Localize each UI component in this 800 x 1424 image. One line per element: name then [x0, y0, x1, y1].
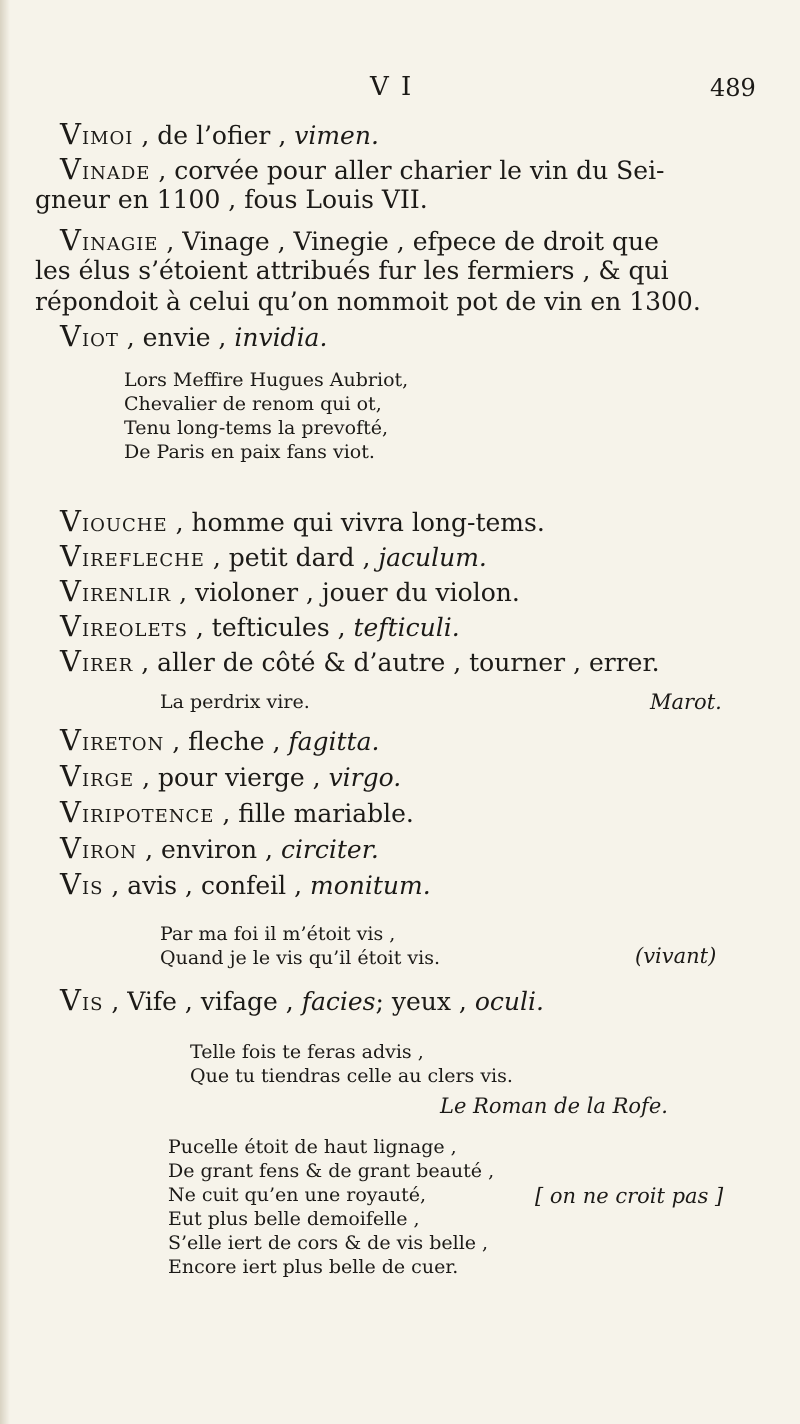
- headword: Viouche: [60, 504, 168, 538]
- latin-gloss: fagitta.: [288, 727, 380, 756]
- entry-virge: [60, 760, 401, 794]
- headword-initial: V: [60, 152, 82, 186]
- definition: , homme qui vivra long-tems.: [175, 508, 545, 537]
- headword: Vinagie: [60, 223, 159, 257]
- latin-gloss: monitum.: [310, 871, 431, 900]
- headword-initial: V: [60, 644, 82, 678]
- entry-vinade: [60, 153, 665, 187]
- definition: , tefticules ,: [195, 613, 346, 642]
- quote-par-ma-foi: [160, 922, 440, 970]
- headword-initial: V: [60, 609, 82, 643]
- editorial-note: [ on ne croit pas ]: [535, 1184, 724, 1208]
- headword: Viripotence: [60, 795, 215, 829]
- latin-gloss: oculi.: [474, 987, 544, 1016]
- headword: Vimoi: [60, 117, 134, 151]
- headword: Vis: [60, 867, 104, 901]
- headword-initial: V: [60, 539, 82, 573]
- entry-vinagie-cont: les élus s’étoient attribués fur les fermiers , & qui: [35, 256, 669, 285]
- quote-telle-fois: [190, 1040, 513, 1088]
- quote-pucelle: [168, 1135, 494, 1279]
- headword: Viron: [60, 831, 138, 865]
- verse-line: Ne cuit qu’en une royauté,: [168, 1184, 426, 1206]
- entry-virefleche: [60, 540, 487, 574]
- latin-gloss: vimen.: [294, 121, 379, 150]
- latin-gloss: circiter.: [280, 835, 379, 864]
- headword: Virenlir: [60, 574, 172, 608]
- headword-initial: V: [60, 867, 82, 901]
- headword: Virefleche: [60, 539, 205, 573]
- definition: , fleche ,: [172, 727, 281, 756]
- verse-line: Que tu tiendras celle au clers vis.: [190, 1065, 513, 1087]
- headword-initial: V: [60, 983, 82, 1017]
- entry-vinagie: [60, 224, 659, 258]
- verse-line: Telle fois te feras advis ,: [190, 1041, 424, 1063]
- entry-virer: [60, 645, 660, 679]
- entry-vimoi: [60, 118, 379, 152]
- entry-viot: [60, 320, 327, 354]
- verse-line: Eut plus belle demoifelle ,: [168, 1208, 420, 1230]
- attribution-roman-de-la-rose: Le Roman de la Rofe.: [440, 1094, 668, 1118]
- quote-perdrix: La perdrix vire.: [160, 691, 310, 713]
- headword: Vireolets: [60, 609, 188, 643]
- definition: , Vinage , Vinegie , efpece de droit que: [166, 227, 659, 256]
- headword-initial: V: [60, 574, 82, 608]
- verse-line: Encore iert plus belle de cuer.: [168, 1256, 459, 1278]
- attribution-marot: Marot.: [650, 690, 722, 714]
- headword: Virge: [60, 759, 135, 793]
- headword-initial: V: [60, 759, 82, 793]
- definition: , pour vierge ,: [142, 763, 321, 792]
- definition: ; yeux ,: [375, 987, 467, 1016]
- definition: , environ ,: [145, 835, 273, 864]
- verse-line: Quand je le vis qu’il étoit vis.: [160, 947, 441, 969]
- latin-gloss: tefticuli.: [353, 613, 460, 642]
- headword-initial: V: [60, 117, 82, 151]
- page-header: [0, 72, 800, 108]
- headword-initial: V: [60, 795, 82, 829]
- headword-initial: V: [60, 831, 82, 865]
- verse-line: De grant fens & de grant beauté ,: [168, 1160, 495, 1182]
- headword: Virer: [60, 644, 134, 678]
- entry-vireton: [60, 724, 379, 758]
- entry-vis-vifage: [60, 984, 544, 1018]
- latin-gloss: invidia.: [234, 323, 328, 352]
- definition: , Vife , vifage ,: [111, 987, 294, 1016]
- running-head: V I: [370, 72, 414, 102]
- definition: , aller de côté & d’autre , tourner , errer.: [141, 648, 660, 677]
- verse-line: Pucelle étoit de haut lignage ,: [168, 1136, 457, 1158]
- verse-line: Tenu long-tems la prevofté,: [124, 417, 389, 439]
- verse-line: Lors Meffire Hugues Aubriot,: [124, 369, 409, 391]
- entry-virenlir: [60, 575, 520, 609]
- verse-line: De Paris en paix fans viot.: [124, 441, 375, 463]
- latin-gloss: facies: [301, 987, 376, 1016]
- entry-vinade-cont: gneur en 1100 , fous Louis VII.: [35, 185, 428, 214]
- entry-vis-avis: [60, 868, 431, 902]
- headword-initial: V: [60, 319, 82, 353]
- page-binding-edge: [0, 0, 10, 1424]
- verse-line: Chevalier de renom qui ot,: [124, 393, 382, 415]
- verse-line: Par ma foi il m’étoit vis ,: [160, 923, 396, 945]
- definition: , de l’ofier ,: [141, 121, 287, 150]
- latin-gloss: virgo.: [328, 763, 402, 792]
- entry-viron: [60, 832, 379, 866]
- headword: Vireton: [60, 723, 165, 757]
- entry-viouche: [60, 505, 545, 539]
- entry-viripotence: [60, 796, 414, 830]
- definition: , fille mariable.: [222, 799, 414, 828]
- quote-aubriot: [124, 368, 408, 464]
- definition: , petit dard ,: [212, 543, 371, 572]
- headword-initial: V: [60, 723, 82, 757]
- definition: , envie ,: [126, 323, 227, 352]
- entry-vireolets: [60, 610, 460, 644]
- headword-initial: V: [60, 504, 82, 538]
- entry-vinagie-cont2: répondoit à celui qu’on nommoit pot de vin en 1300.: [35, 287, 701, 316]
- page-number: 489: [710, 74, 756, 102]
- latin-gloss: jaculum.: [378, 543, 487, 572]
- attribution-vivant: (vivant): [635, 944, 717, 968]
- headword-initial: V: [60, 223, 82, 257]
- headword: Viot: [60, 319, 119, 353]
- headword: Vis: [60, 983, 104, 1017]
- definition: , violoner , jouer du violon.: [179, 578, 520, 607]
- definition: , avis , confeil ,: [111, 871, 303, 900]
- headword: Vinade: [60, 152, 151, 186]
- definition: , corvée pour aller charier le vin du Sei-: [158, 156, 665, 185]
- verse-line: S’elle iert de cors & de vis belle ,: [168, 1232, 489, 1254]
